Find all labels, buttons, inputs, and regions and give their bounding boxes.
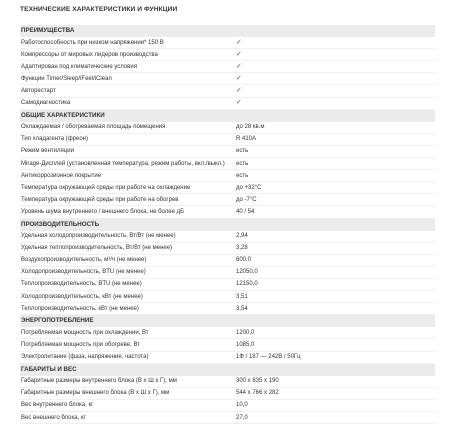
spec-label: Температура окружающей среды при работе на обогрев [21,196,179,203]
spec-row [20,182,435,194]
spec-row [20,85,435,97]
section-title: ПРЕИМУЩЕСТВА [21,27,75,34]
spec-label: Теплопроизводительность, BTU (не менее) [21,281,142,288]
spec-row [20,327,435,339]
section-header [20,219,435,231]
check-icon: ✓ [236,62,242,70]
spec-label: Удельная холодопроизводительность, Вт/Вт (не менее) [21,233,176,240]
spec-label: Тип хладагента (фреон) [21,136,88,143]
spec-label: Холодопроизводительность, BTU (не менее) [21,269,146,276]
spec-label: Воздухопроизводительность, м³/ч (не менее) [21,257,147,264]
spec-label: Удельная теплопроизводительность, Вт/Вт (не менее) [21,245,173,252]
check-icon: ✓ [236,50,242,58]
section-title: ОБЩИЕ ХАРАКТЕРИСТИКИ [21,111,105,119]
spec-row [20,243,435,255]
spec-value: 12050,0 [236,269,258,276]
spec-value: 3,51 [236,293,248,300]
spec-row [20,279,435,291]
spec-row [20,400,435,412]
section-header [20,364,435,376]
spec-value: 12150,0 [236,281,258,288]
section-header [20,110,435,122]
spec-label: Компрессоры от мировых лидеров производства [21,51,158,58]
spec-label: Антикоррозионное покрытие [21,172,102,179]
spec-row [20,122,435,134]
spec-row [20,206,435,218]
spec-table [20,25,435,424]
spec-label: Электропитание (фаза, напряжение, частота) [21,354,149,361]
spec-value: 27,0 [236,414,248,421]
check-icon: ✓ [236,86,242,94]
spec-row [20,303,435,315]
spec-row [20,231,435,243]
spec-row [20,194,435,206]
spec-row [20,255,435,267]
spec-value: 3,54 [236,305,248,312]
section-title: ЭНЕРГОПОТРЕБЛЕНИЕ [21,317,94,325]
spec-row [20,146,435,158]
spec-label: Потребляемая мощность при охлаждении, Вт [21,329,149,336]
spec-row [20,352,435,364]
spec-value: есть [236,160,249,167]
spec-row [20,158,435,170]
spec-label: Потребляемая мощность при обогреве, Вт [21,341,141,348]
spec-value: R 410A [236,136,257,143]
spec-label: Холодопроизводительность, кВт (не менее) [21,293,143,300]
spec-value: 3,28 [236,245,248,252]
section-header [20,315,435,327]
check-icon: ✓ [236,99,242,107]
spec-row [20,267,435,279]
spec-value: 40 / 54 [236,208,255,215]
spec-row [20,376,435,388]
spec-label: Режим вентиляции [21,148,74,155]
check-icon: ✓ [236,38,242,46]
page-title: ТЕХНИЧЕСКИЕ ХАРАКТЕРИСТИКИ И ФУНКЦИИ [20,6,178,13]
spec-value: 10,0 [236,402,248,409]
spec-row [20,49,435,61]
spec-row [20,412,435,424]
spec-value: 1Ф / 187 — 242В / 50Гц [236,354,301,361]
section-title: ГАБАРИТЫ И ВЕС [21,365,77,373]
spec-label: Габаритные размеры внутреннего блока (В х Ш х Г), мм [21,378,177,385]
spec-label: Вес внешнего блока, кг [21,414,86,421]
spec-label: Самодиагностика [21,100,71,107]
spec-value: до -7°С [236,196,257,203]
spec-row [20,291,435,303]
spec-label: Температура окружающей среды при работе на охлаждение [21,184,191,191]
spec-value: до +32°С [236,184,262,191]
spec-label: Вес внутреннего блока, кг [21,402,94,409]
section-header [20,25,435,37]
spec-label: Теплопроизводительность, кВт (не менее) [21,305,139,312]
section-title: ПРОИЗВОДИТЕЛЬНОСТЬ [21,220,100,228]
spec-value: есть [236,148,249,155]
spec-value: 300 х 835 х 190 [236,378,279,385]
spec-row [20,134,435,146]
spec-label: Уровень шума внутреннего / внешнего блока, не более дБ [21,208,185,215]
spec-row [20,98,435,110]
spec-row [20,388,435,400]
spec-value: до 28 кв.м [236,124,265,131]
spec-label: Функции Timer/Sleep/iFeel/iClean [21,75,112,82]
spec-label: Авторестарт [21,87,56,94]
spec-value: 2,94 [236,233,248,240]
check-icon: ✓ [236,74,242,82]
spec-value: 544 х 766 х 282 [236,390,279,397]
spec-value: 1085,0 [236,341,255,348]
spec-label: Охлаждаемая / обогреваемая площадь помещения [21,124,166,131]
spec-label: Mirage-Дисплей (установленная температура, режим работы, вкл./выкл.) [21,160,225,167]
spec-label: Габаритные размеры внешнего блока (В х Ш х Г), мм [21,390,170,397]
spec-value: 1200,0 [236,329,255,336]
spec-row [20,73,435,85]
spec-row [20,37,435,49]
spec-value: есть [236,172,249,179]
spec-label: Работоспособность при низком напряжении* 150 В [21,39,164,46]
spec-row [20,339,435,351]
spec-row [20,170,435,182]
spec-label: Адаптирован под климатические условия [21,63,137,70]
spec-value: 600,0 [236,257,252,264]
spec-row [20,61,435,73]
